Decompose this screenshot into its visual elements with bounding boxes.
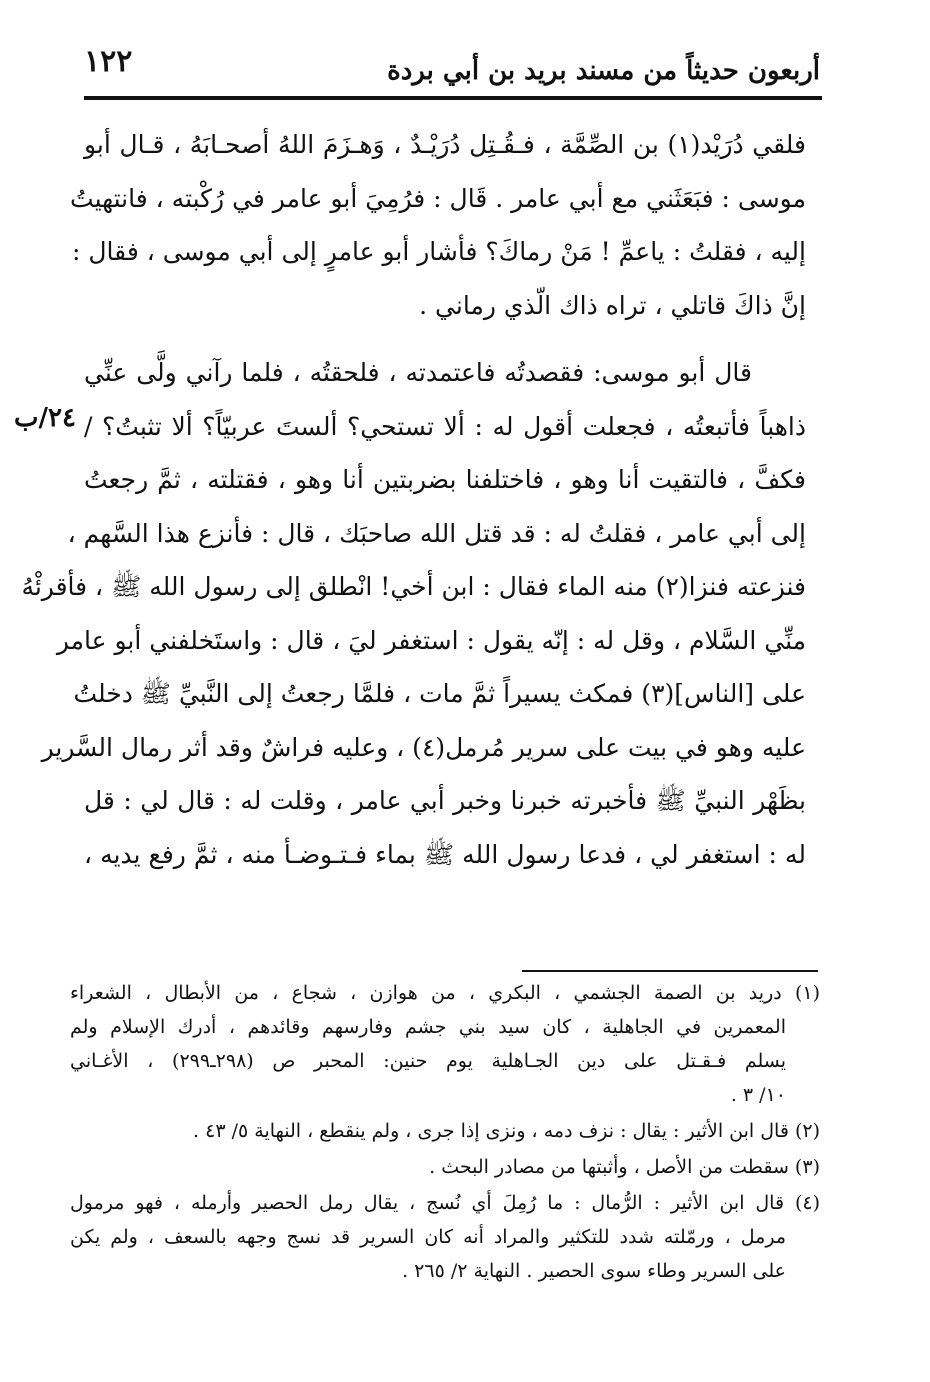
text-line: إنَّ ذاكَ قاتلي ، تراه ذاك الّذي رماني . — [419, 290, 806, 320]
page-number: ١٢٢ — [84, 44, 133, 79]
paragraph — [70, 118, 806, 332]
footnote-line: على السرير وطاء سوى الحصير . النهاية ٢/ ٢٦٥ . — [402, 1260, 786, 1282]
footnote-line: (٢) قال ابن الأثير : يقال : نزف دمه ، ونزى إذا جرى ، ولم ينقطع ، النهاية ٥/ ٤٣ . — [193, 1120, 820, 1142]
text-line: منِّي السَّلام ، وقل له : إنّه يقول : استغفر ليَ ، قال : واستَخلفني أبو عامر — [56, 625, 806, 655]
text-line: فلقي دُرَيْد(١) بن الصِّمَّة ، فـقُـتِل دُرَيْـدٌ ، وَهـزَمَ اللهُ أصحـابَهُ ، قـال أبو — [84, 130, 806, 159]
text-line: موسى : فبَعَثَني مع أبي عامر . قَال : فرُمِيَ أبو عامر في رُكْبته ، فانتهيتُ — [70, 183, 806, 213]
footnote-line: (٣) سقطت من الأصل ، وأثبتها من مصادر البحث . — [429, 1156, 820, 1178]
footnote-line: ١٠/ ٣ . — [730, 1084, 786, 1106]
header-rule — [84, 96, 822, 100]
text-line: على [الناس](٣) فمكث يسيراً ثمَّ مات ، فلمَّا رجعتُ إلى النَّبيِّ ﷺ دخلتُ — [73, 679, 806, 708]
text-line: إليه ، فقلتُ : ياعمِّ ! مَنْ رماكَ؟ فأشار أبو عامرٍ إلى أبي موسى ، فقال : — [72, 237, 806, 266]
footnote-line: (١) دريد بن الصمة الجشمي ، البكري ، من هوازن ، شجاع ، من الأبطال ، الشعراء — [70, 982, 820, 1004]
text-line: إلى أبي عامر ، فقلتُ له : قد قتل الله صاحبَك ، قال : فأنزع هذا السَّهم ، — [67, 518, 806, 548]
header-title: أربعون حديثاً من مسند بريد بن أبي بردة — [387, 56, 820, 86]
footnote-line: يسلم فـقـتل على دين الجـاهلية يوم حنين: المحبر ص (٢٩٨ـ٢٩٩) ، الأغـاني — [70, 1050, 787, 1072]
footnote-3 — [70, 1150, 820, 1184]
footnote-separator — [522, 970, 818, 972]
text-line: قال أبو موسى: فقصدتُه فاعتمدته ، فلحقتُه ، فلما رآني ولَّى عنِّي — [84, 358, 752, 387]
footnote-line: المعمرين في الجاهلية ، كان سيد بني جشم وفارسهم وقائدهم ، أدرك الإسلام ولم — [70, 1016, 786, 1038]
footnote-1 — [70, 976, 820, 1112]
footnote-4 — [70, 1186, 820, 1288]
text-line: عليه وهو في بيت على سرير مُرمل(٤) ، وعليه فراشٌ وقد أثر رمال السَّرير — [41, 732, 806, 762]
footnote-line: (٤) قال ابن الأثير : الرُّمال : ما رُمِلَ أي نُسج ، يقال رمل الحصير وأرمله ، فهو مرمول — [70, 1192, 820, 1214]
footnotes — [70, 976, 820, 1290]
text-line: بظَهْر النبيِّ ﷺ فأخبرته خبرنا وخبر أبي عامر ، وقلت له : قال لي : قل — [84, 786, 806, 815]
footnote-line: مرمل ، ورمّلته شدد للتكثير والمراد أنه كان السرير قد نسج وجهه بالسعف ، ولم يكن — [70, 1226, 786, 1248]
text-line: فنزعته فنزا(٢) منه الماء فقال : ابن أخي! انْطلق إلى رسول الله ﷺ ، فأقرئْهُ — [21, 572, 806, 601]
text-line: له : استغفر لي ، فدعا رسول الله ﷺ بماء فـتـوضـأ منه ، ثمَّ رفع يديه ، — [84, 839, 806, 869]
text-line: فكفَّ ، فالتقيت أنا وهو ، فاختلفنا بضربتين أنا وهو ، فقتلته ، ثمَّ رجعتُ — [84, 465, 806, 494]
running-header — [80, 40, 820, 98]
manuscript-folio-note: ٢٤/ب — [14, 403, 76, 433]
text-line: ذاهباً فأتبعتُه ، فجعلت أقول له : ألا تستحي؟ ألستَ عربيّاً؟ ألا تثبتُ؟ / — [84, 411, 806, 441]
footnote-2 — [70, 1114, 820, 1148]
